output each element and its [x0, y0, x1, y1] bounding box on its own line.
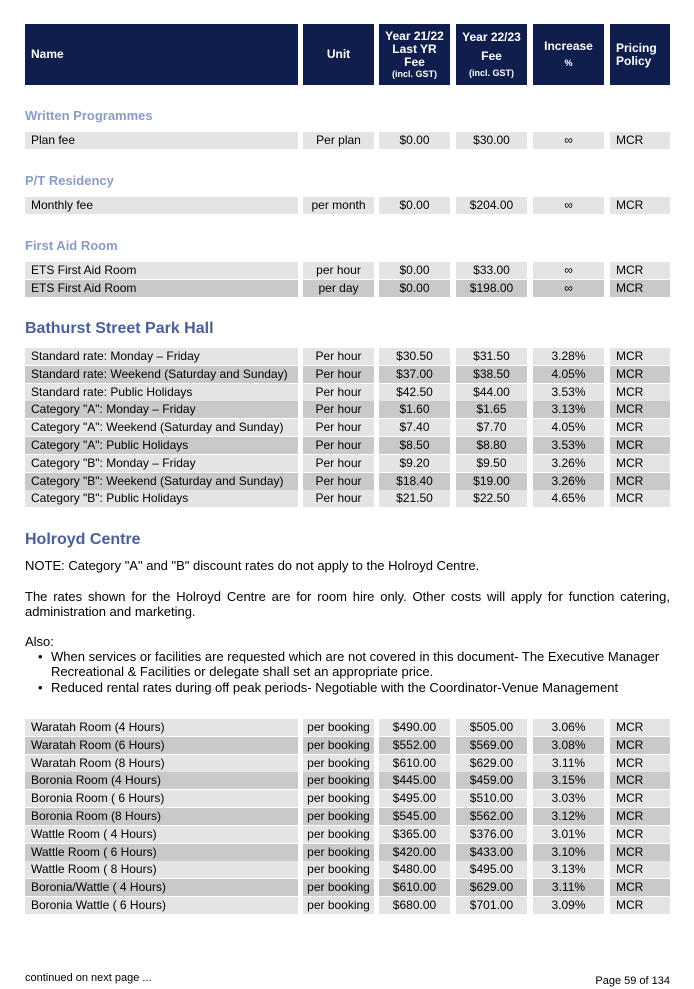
cell-fee-2122: $0.00 — [379, 132, 450, 149]
cell-fee-2223: $198.00 — [456, 280, 527, 297]
cell-increase: 3.01% — [533, 826, 604, 843]
cell-increase: ∞ — [533, 262, 604, 279]
cell-name: Wattle Room ( 8 Hours) — [25, 861, 298, 878]
cell-fee-2223: $9.50 — [456, 455, 527, 472]
cell-name: Standard rate: Monday – Friday — [25, 348, 298, 365]
cell-pricing-policy: MCR — [610, 366, 670, 383]
cell-increase: 4.65% — [533, 490, 604, 507]
cell-fee-2223: $569.00 — [456, 737, 527, 754]
cell-pricing-policy: MCR — [610, 719, 670, 736]
cell-unit: per booking — [303, 772, 374, 789]
cell-fee-2122: $552.00 — [379, 737, 450, 754]
cell-fee-2223: $7.70 — [456, 419, 527, 436]
cell-unit: Per hour — [303, 348, 374, 365]
holroyd-rates-paragraph: The rates shown for the Holroyd Centre are for room hire only. Other costs will apply for function catering, administration and marketing. — [25, 589, 670, 619]
cell-unit: per booking — [303, 844, 374, 861]
cell-unit: per booking — [303, 861, 374, 878]
cell-fee-2122: $610.00 — [379, 879, 450, 896]
cell-increase: 3.53% — [533, 384, 604, 401]
cell-fee-2122: $8.50 — [379, 437, 450, 454]
header-unit — [303, 24, 374, 85]
header-increase-line1: Increase — [544, 39, 593, 53]
cell-unit: per booking — [303, 879, 374, 896]
cell-pricing-policy: MCR — [610, 197, 670, 214]
header-year1-line2: Last YR — [392, 41, 437, 56]
cell-fee-2223: $8.80 — [456, 437, 527, 454]
cell-pricing-policy: MCR — [610, 808, 670, 825]
cell-fee-2223: $701.00 — [456, 897, 527, 914]
cell-name: Monthly fee — [25, 197, 298, 214]
cell-fee-2223: $433.00 — [456, 844, 527, 861]
cell-unit: per booking — [303, 737, 374, 754]
header-year-2223 — [456, 24, 527, 85]
cell-increase: 3.13% — [533, 401, 604, 418]
header-year1-line3: Fee — [404, 54, 425, 69]
cell-fee-2223: $22.50 — [456, 490, 527, 507]
bullet-item-reduced-rates — [38, 680, 670, 695]
cell-unit: Per hour — [303, 366, 374, 383]
cell-name: Plan fee — [25, 132, 298, 149]
cell-fee-2223: $510.00 — [456, 790, 527, 807]
cell-unit: Per hour — [303, 455, 374, 472]
cell-increase: 3.10% — [533, 844, 604, 861]
cell-pricing-policy: MCR — [610, 879, 670, 896]
cell-name: Boronia/Wattle ( 4 Hours) — [25, 879, 298, 896]
cell-pricing-policy: MCR — [610, 455, 670, 472]
cell-pricing-policy: MCR — [610, 437, 670, 454]
section-heading-holroyd-centre: Holroyd Centre — [25, 531, 141, 548]
cell-increase: 3.11% — [533, 879, 604, 896]
cell-increase: ∞ — [533, 132, 604, 149]
cell-unit: per booking — [303, 719, 374, 736]
cell-pricing-policy: MCR — [610, 280, 670, 297]
cell-fee-2223: $44.00 — [456, 384, 527, 401]
bullet-icon: • — [38, 649, 43, 664]
cell-fee-2122: $445.00 — [379, 772, 450, 789]
cell-fee-2223: $204.00 — [456, 197, 527, 214]
header-year1-line4: (incl. GST) — [392, 68, 437, 79]
cell-pricing-policy: MCR — [610, 826, 670, 843]
cell-increase: ∞ — [533, 197, 604, 214]
cell-name: Waratah Room (8 Hours) — [25, 755, 298, 772]
cell-unit: Per hour — [303, 490, 374, 507]
cell-increase: 3.11% — [533, 755, 604, 772]
cell-fee-2122: $495.00 — [379, 790, 450, 807]
cell-pricing-policy: MCR — [610, 897, 670, 914]
cell-increase: 3.15% — [533, 772, 604, 789]
cell-increase: 3.03% — [533, 790, 604, 807]
header-year1-line1: Year 21/22 — [385, 28, 444, 43]
cell-name: Category "B": Public Holidays — [25, 490, 298, 507]
cell-pricing-policy: MCR — [610, 384, 670, 401]
cell-increase: 3.12% — [533, 808, 604, 825]
cell-increase: 3.08% — [533, 737, 604, 754]
header-pricing-line2: Policy — [616, 53, 652, 68]
cell-fee-2122: $18.40 — [379, 473, 450, 490]
cell-fee-2122: $0.00 — [379, 262, 450, 279]
cell-name: Waratah Room (6 Hours) — [25, 737, 298, 754]
bullet-text-reduced-rates: Reduced rental rates during off peak periods- Negotiable with the Coordinator-Venue Management — [51, 680, 619, 695]
cell-pricing-policy: MCR — [610, 844, 670, 861]
holroyd-also-label: Also: — [25, 634, 54, 649]
cell-name: Wattle Room ( 6 Hours) — [25, 844, 298, 861]
cell-unit: Per hour — [303, 401, 374, 418]
cell-increase: 4.05% — [533, 366, 604, 383]
cell-fee-2122: $490.00 — [379, 719, 450, 736]
cell-name: Boronia Room ( 6 Hours) — [25, 790, 298, 807]
cell-name: ETS First Aid Room — [25, 262, 298, 279]
cell-unit: per booking — [303, 897, 374, 914]
cell-pricing-policy: MCR — [610, 262, 670, 279]
cell-fee-2122: $680.00 — [379, 897, 450, 914]
cell-fee-2223: $31.50 — [456, 348, 527, 365]
cell-pricing-policy: MCR — [610, 755, 670, 772]
header-year-2122 — [379, 24, 450, 85]
cell-fee-2223: $38.50 — [456, 366, 527, 383]
cell-unit: Per hour — [303, 384, 374, 401]
cell-increase: 3.28% — [533, 348, 604, 365]
cell-fee-2122: $42.50 — [379, 384, 450, 401]
cell-pricing-policy: MCR — [610, 132, 670, 149]
section-heading-written-programmes: Written Programmes — [25, 108, 153, 123]
cell-unit: Per plan — [303, 132, 374, 149]
header-pricing-line1: Pricing — [616, 40, 657, 55]
cell-fee-2223: $33.00 — [456, 262, 527, 279]
cell-name: Category "B": Monday – Friday — [25, 455, 298, 472]
cell-name: Boronia Wattle ( 6 Hours) — [25, 897, 298, 914]
header-increase — [533, 24, 604, 85]
cell-pricing-policy: MCR — [610, 348, 670, 365]
cell-unit: per month — [303, 197, 374, 214]
cell-fee-2122: $480.00 — [379, 861, 450, 878]
cell-fee-2223: $629.00 — [456, 879, 527, 896]
cell-pricing-policy: MCR — [610, 861, 670, 878]
holroyd-note: NOTE: Category "A" and "B" discount rates do not apply to the Holroyd Centre. — [25, 558, 480, 573]
section-heading-pt-residency: P/T Residency — [25, 173, 114, 188]
cell-pricing-policy: MCR — [610, 737, 670, 754]
cell-unit: per booking — [303, 826, 374, 843]
cell-pricing-policy: MCR — [610, 419, 670, 436]
cell-fee-2223: $1.65 — [456, 401, 527, 418]
cell-unit: per hour — [303, 262, 374, 279]
cell-unit: Per hour — [303, 437, 374, 454]
cell-increase: ∞ — [533, 280, 604, 297]
cell-name: Category "A": Public Holidays — [25, 437, 298, 454]
cell-fee-2223: $30.00 — [456, 132, 527, 149]
cell-fee-2223: $505.00 — [456, 719, 527, 736]
cell-fee-2122: $1.60 — [379, 401, 450, 418]
cell-fee-2122: $7.40 — [379, 419, 450, 436]
cell-name: ETS First Aid Room — [25, 280, 298, 297]
cell-pricing-policy: MCR — [610, 473, 670, 490]
bullet-text-services: When services or facilities are requested which are not covered in this document- The Executive Manager Recreational & Facilities or delegate shall set an appropriate price. — [51, 649, 660, 679]
cell-name: Standard rate: Public Holidays — [25, 384, 298, 401]
cell-name: Boronia Room (4 Hours) — [25, 772, 298, 789]
cell-unit: Per hour — [303, 419, 374, 436]
bullet-item-services — [38, 649, 670, 679]
cell-fee-2122: $30.50 — [379, 348, 450, 365]
header-name-label: Name — [31, 47, 64, 61]
cell-increase: 3.06% — [533, 719, 604, 736]
header-year2-line3: (incl. GST) — [469, 67, 514, 78]
cell-unit: Per hour — [303, 473, 374, 490]
cell-pricing-policy: MCR — [610, 790, 670, 807]
cell-name: Wattle Room ( 4 Hours) — [25, 826, 298, 843]
cell-name: Waratah Room (4 Hours) — [25, 719, 298, 736]
cell-increase: 3.13% — [533, 861, 604, 878]
cell-fee-2223: $19.00 — [456, 473, 527, 490]
footer-continued-note: continued on next page ... — [25, 972, 152, 984]
cell-fee-2122: $37.00 — [379, 366, 450, 383]
cell-fee-2223: $376.00 — [456, 826, 527, 843]
cell-increase: 3.26% — [533, 473, 604, 490]
cell-fee-2223: $495.00 — [456, 861, 527, 878]
cell-pricing-policy: MCR — [610, 401, 670, 418]
cell-increase: 3.09% — [533, 897, 604, 914]
cell-unit: per booking — [303, 808, 374, 825]
header-pricing-policy — [610, 24, 670, 85]
cell-fee-2122: $0.00 — [379, 280, 450, 297]
cell-pricing-policy: MCR — [610, 772, 670, 789]
footer-page-number: Page 59 of 134 — [595, 975, 670, 987]
cell-name: Category "A": Monday – Friday — [25, 401, 298, 418]
cell-name: Category "B": Weekend (Saturday and Sunday) — [25, 473, 298, 490]
header-name — [25, 24, 298, 85]
cell-unit: per day — [303, 280, 374, 297]
header-year2-line1: Year 22/23 — [462, 29, 521, 44]
cell-increase: 3.26% — [533, 455, 604, 472]
header-year2-line2: Fee — [481, 48, 502, 63]
cell-unit: per booking — [303, 790, 374, 807]
cell-name: Standard rate: Weekend (Saturday and Sunday) — [25, 366, 298, 383]
cell-unit: per booking — [303, 755, 374, 772]
cell-increase: 3.53% — [533, 437, 604, 454]
cell-pricing-policy: MCR — [610, 490, 670, 507]
cell-fee-2122: $610.00 — [379, 755, 450, 772]
section-heading-first-aid-room: First Aid Room — [25, 238, 118, 253]
header-unit-label: Unit — [326, 47, 351, 61]
bullet-icon: • — [38, 680, 43, 695]
cell-fee-2223: $459.00 — [456, 772, 527, 789]
cell-fee-2122: $0.00 — [379, 197, 450, 214]
cell-fee-2122: $545.00 — [379, 808, 450, 825]
cell-name: Category "A": Weekend (Saturday and Sunday) — [25, 419, 298, 436]
cell-fee-2122: $420.00 — [379, 844, 450, 861]
cell-fee-2122: $21.50 — [379, 490, 450, 507]
cell-fee-2122: $365.00 — [379, 826, 450, 843]
header-increase-line2: % — [564, 58, 573, 68]
cell-fee-2223: $562.00 — [456, 808, 527, 825]
cell-increase: 4.05% — [533, 419, 604, 436]
cell-fee-2122: $9.20 — [379, 455, 450, 472]
cell-name: Boronia Room (8 Hours) — [25, 808, 298, 825]
cell-fee-2223: $629.00 — [456, 755, 527, 772]
section-heading-bathurst-street-park-hall: Bathurst Street Park Hall — [25, 320, 214, 337]
